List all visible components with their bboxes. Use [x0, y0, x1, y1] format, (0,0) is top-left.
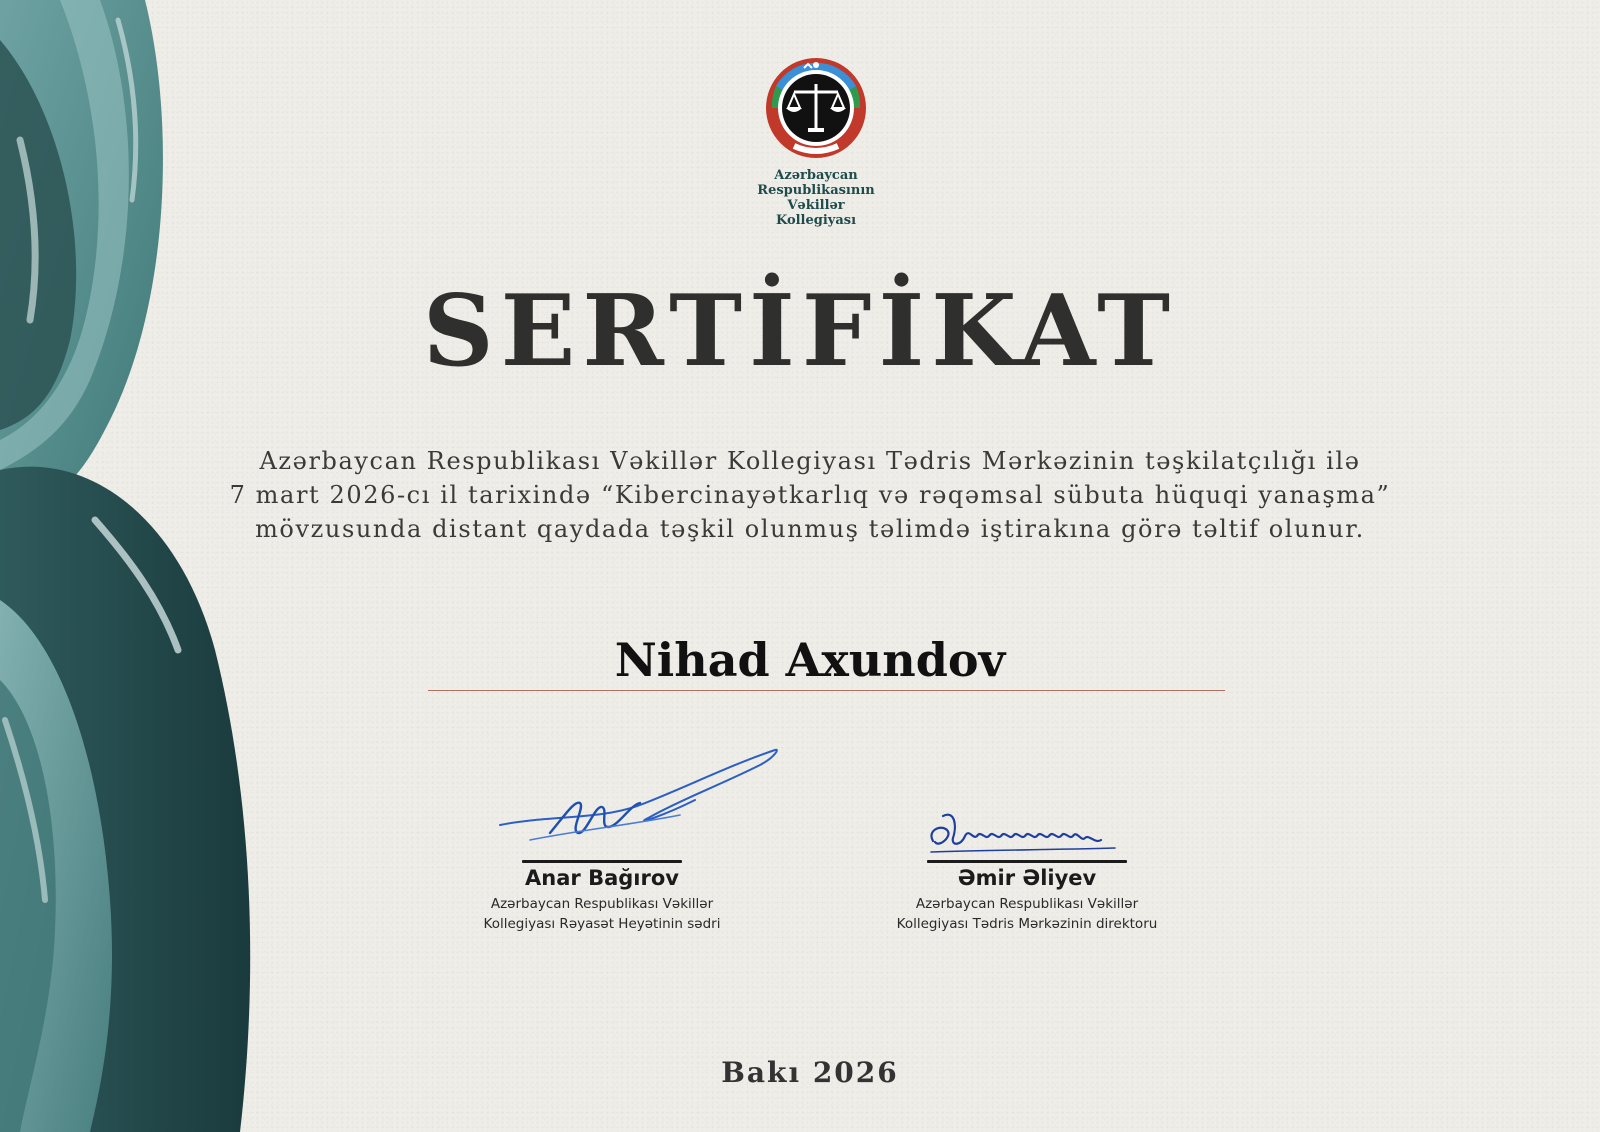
- scales-of-justice-emblem-icon: [764, 56, 868, 160]
- organization-name: [740, 168, 892, 228]
- signatory-name: Əmir Əliyev: [957, 866, 1097, 890]
- description-line: 7 mart 2026-cı il tarixində “Kibercinayətkarlıq və rəqəmsal sübuta hüquqi yanaşma”: [229, 481, 1391, 509]
- organization-name-line: Kollegiyası: [775, 213, 857, 228]
- signatory-right: [862, 860, 1192, 934]
- description-line: mövzusunda distant qaydada təşkil olunmuş təlimdə iştirakına görə təltif olunur.: [255, 515, 1365, 543]
- certificate-title: SERTİFİKAT: [422, 274, 1178, 389]
- signatory-role: [437, 894, 767, 934]
- organization-name-line: Respublikasının: [757, 183, 875, 198]
- recipient-name: Nihad Axundov: [614, 633, 1006, 687]
- organization-name-line: Azərbaycan: [774, 168, 858, 183]
- signatory-role-line: Azərbaycan Respublikası Vəkillər: [490, 896, 714, 912]
- place-and-date: Bakı 2026: [721, 1056, 899, 1089]
- decorative-wave-art: [0, 0, 300, 1132]
- signature-line: [522, 860, 682, 863]
- description-line: Azərbaycan Respublikası Vəkillər Kollegiyası Tədris Mərkəzinin təşkilatçılığı ilə: [259, 447, 1361, 475]
- signatory-left: [437, 860, 767, 934]
- signature-line: [927, 860, 1127, 863]
- signatory-role-line: Azərbaycan Respublikası Vəkillər: [915, 896, 1139, 912]
- signatory-name: Anar Bağırov: [525, 866, 679, 890]
- recipient-underline: [428, 690, 1225, 691]
- handwritten-signature-icon: [490, 745, 790, 855]
- signatory-role: [862, 894, 1192, 934]
- organization-name-line: Vəkillər: [787, 198, 845, 213]
- signatory-role-line: Kollegiyası Rəyasət Heyətinin sədri: [483, 916, 721, 932]
- handwritten-signature-icon: [925, 806, 1125, 866]
- signatory-role-line: Kollegiyası Tədris Mərkəzinin direktoru: [896, 916, 1158, 932]
- organization-logo: [740, 56, 892, 228]
- certificate-description: [100, 444, 1520, 546]
